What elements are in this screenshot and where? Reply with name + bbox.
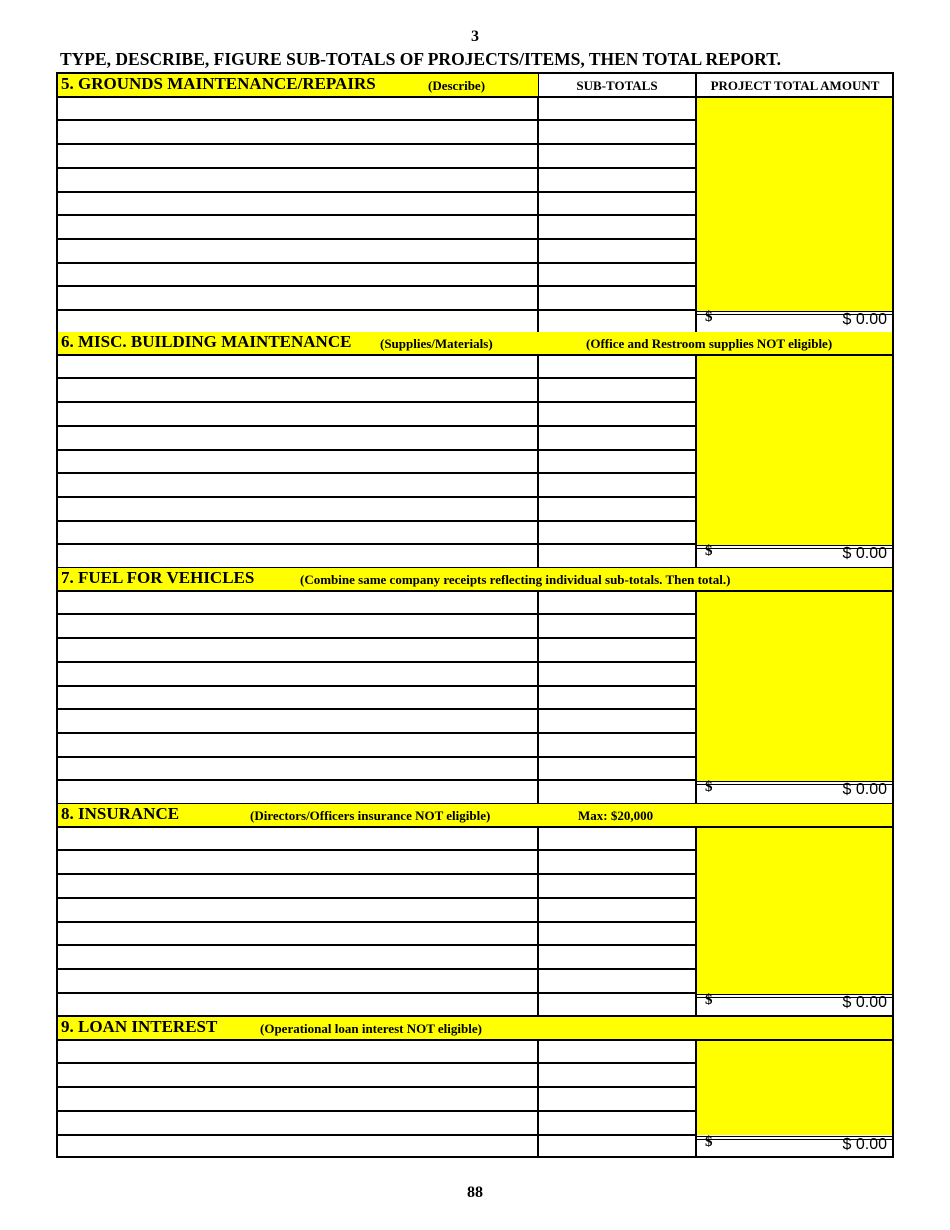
entry-row-line[interactable] (58, 1110, 696, 1112)
entry-row-line[interactable] (58, 214, 696, 216)
entry-row-line[interactable] (58, 285, 696, 287)
project-total-column-header: PROJECT TOTAL AMOUNT (710, 78, 880, 93)
section-header (58, 74, 538, 98)
entry-row-line[interactable] (58, 661, 696, 663)
entry-row-line[interactable] (58, 1062, 696, 1064)
subtotals-column-header: SUB-TOTALS (576, 78, 658, 93)
page-number-bottom: 88 (467, 1184, 483, 1201)
column-divider (537, 356, 539, 569)
project-total-field[interactable] (697, 545, 892, 567)
section-header (58, 568, 892, 592)
column-divider (537, 98, 539, 335)
project-total-amount: $ 0.00 (842, 1135, 887, 1153)
column-divider (695, 74, 697, 98)
project-total-amount: $ 0.00 (842, 993, 887, 1011)
entry-row-line[interactable] (58, 779, 696, 781)
entry-row-line[interactable] (58, 637, 696, 639)
entry-row-line[interactable] (58, 425, 696, 427)
page-title: TYPE, DESCRIBE, FIGURE SUB-TOTALS OF PROJECTS/ITEMS, THEN TOTAL REPORT. (60, 49, 781, 69)
section-title: 5. GROUNDS MAINTENANCE/REPAIRS (61, 74, 376, 93)
column-header-row (538, 74, 892, 98)
section-note: (Directors/Officers insurance NOT eligible) (250, 808, 491, 823)
project-total-field[interactable] (697, 991, 892, 1016)
dollar-sign: $ (705, 543, 713, 560)
entry-row-line[interactable] (58, 262, 696, 264)
entry-row-line[interactable] (58, 191, 696, 193)
entry-row-line[interactable] (58, 897, 696, 899)
column-divider (695, 828, 697, 1018)
project-total-area (696, 356, 892, 546)
section-header (58, 804, 892, 828)
project-total-area (696, 592, 892, 782)
column-divider (695, 1041, 697, 1158)
entry-row-line[interactable] (58, 685, 696, 687)
dollar-sign: $ (705, 991, 713, 1008)
entry-row-line[interactable] (58, 992, 696, 994)
section-title: 7. FUEL FOR VEHICLES (61, 568, 255, 587)
column-divider (537, 1041, 539, 1158)
entry-row-line[interactable] (58, 401, 696, 403)
section-note: (Combine same company receipts reflecting individual sub-totals. Then total.) (300, 572, 731, 587)
entry-row-line[interactable] (58, 849, 696, 851)
entry-row-line[interactable] (58, 1134, 696, 1136)
project-total-area (696, 1041, 892, 1136)
entry-row-line[interactable] (58, 613, 696, 615)
section-header (58, 1017, 892, 1041)
project-total-field[interactable] (697, 311, 892, 333)
project-total-field[interactable] (697, 1133, 892, 1158)
section-note: (Describe) (428, 78, 486, 93)
section-note: (Operational loan interest NOT eligible) (260, 1021, 482, 1036)
expense-form-table (56, 72, 894, 1158)
entry-row-line[interactable] (58, 732, 696, 734)
entry-row-line[interactable] (58, 520, 696, 522)
project-total-amount: $ 0.00 (842, 781, 887, 799)
entry-row-line[interactable] (58, 496, 696, 498)
entry-row-line[interactable] (58, 921, 696, 923)
project-total-area (696, 98, 892, 311)
page-number-top: 3 (471, 28, 479, 45)
section-title: 9. LOAN INTEREST (61, 1017, 218, 1036)
entry-row-line[interactable] (58, 449, 696, 451)
entry-row-line[interactable] (58, 873, 696, 875)
project-total-amount: $ 0.00 (842, 311, 887, 328)
entry-row-line[interactable] (58, 119, 696, 121)
entry-row-line[interactable] (58, 968, 696, 970)
section-note: (Office and Restroom supplies NOT eligible) (586, 336, 833, 351)
section-header (58, 332, 892, 356)
column-divider (695, 592, 697, 805)
column-divider (537, 592, 539, 805)
entry-row-line[interactable] (58, 377, 696, 379)
dollar-sign: $ (705, 309, 713, 325)
project-total-amount: $ 0.00 (842, 545, 887, 563)
project-total-area (696, 828, 892, 994)
column-divider (695, 98, 697, 335)
entry-row-line[interactable] (58, 167, 696, 169)
section-title: 8. INSURANCE (61, 804, 180, 823)
section-title: 6. MISC. BUILDING MAINTENANCE (61, 332, 352, 351)
entry-row-line[interactable] (58, 143, 696, 145)
entry-row-line[interactable] (58, 472, 696, 474)
entry-row-line[interactable] (58, 708, 696, 710)
entry-row-line[interactable] (58, 309, 696, 311)
section-note: Max: $20,000 (578, 808, 654, 823)
column-divider (695, 356, 697, 569)
dollar-sign: $ (705, 779, 713, 796)
entry-row-line[interactable] (58, 944, 696, 946)
entry-row-line[interactable] (58, 543, 696, 545)
dollar-sign: $ (705, 1133, 713, 1150)
entry-row-line[interactable] (58, 756, 696, 758)
entry-row-line[interactable] (58, 1086, 696, 1088)
project-total-field[interactable] (697, 781, 892, 803)
entry-row-line[interactable] (58, 238, 696, 240)
column-divider (537, 828, 539, 1018)
section-note: (Supplies/Materials) (380, 336, 493, 351)
